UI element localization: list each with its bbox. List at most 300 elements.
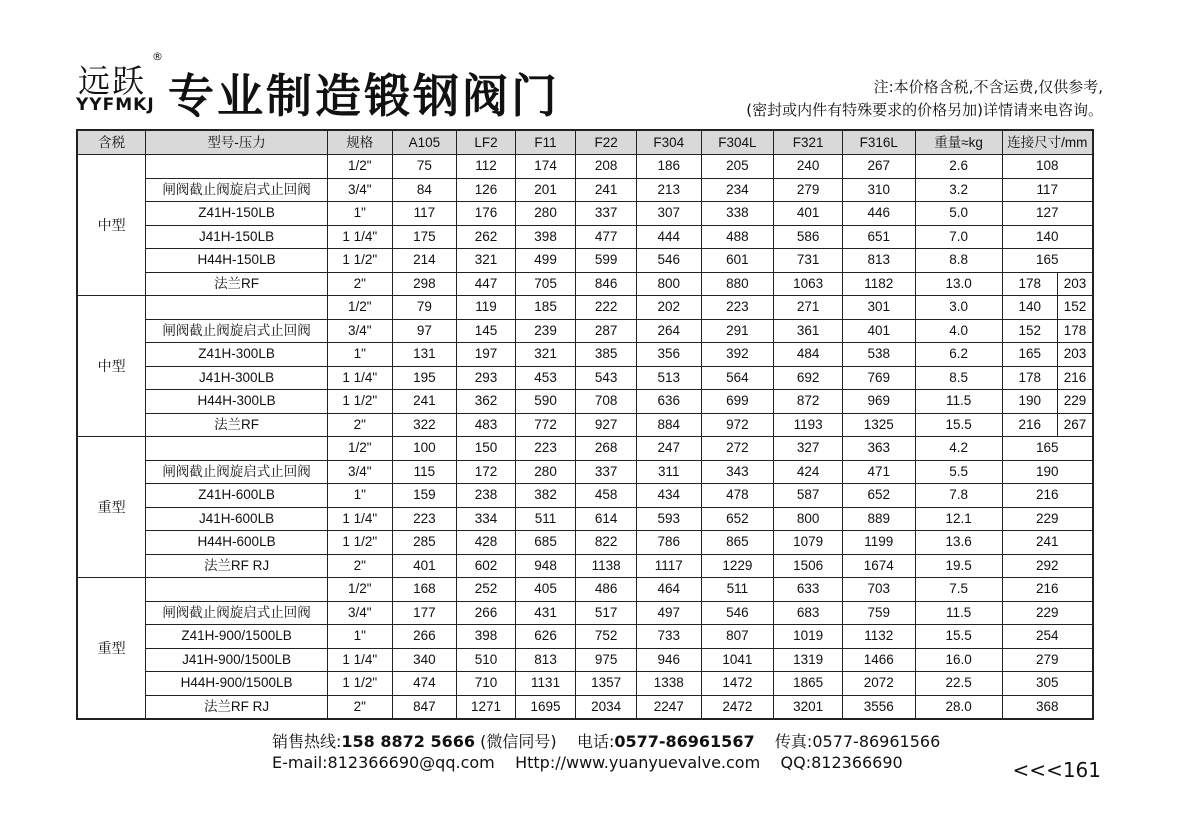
wechat-note: (微信同号) [475, 732, 557, 751]
weight-cell: 8.5 [915, 366, 1002, 390]
price-cell: 201 [515, 178, 576, 202]
price-cell: 343 [701, 460, 774, 484]
price-cell: 385 [576, 343, 637, 367]
price-cell: 786 [636, 531, 701, 555]
price-cell: 223 [515, 437, 576, 461]
price-table [76, 129, 1094, 720]
table-row [77, 554, 1093, 578]
price-cell: 195 [392, 366, 457, 390]
price-cell: 2247 [636, 695, 701, 719]
dimension-cell: 216 [1002, 578, 1093, 602]
price-cell: 340 [392, 648, 457, 672]
price-cell: 176 [457, 202, 516, 226]
size-cell: 1" [327, 202, 392, 226]
model-cell: Z41H-300LB [146, 343, 328, 367]
size-cell: 1 1/4" [327, 507, 392, 531]
fax-label: 传真: [774, 732, 813, 751]
dimension-cell: 165 [1002, 249, 1093, 273]
price-cell: 464 [636, 578, 701, 602]
dimension-cell: 279 [1002, 648, 1093, 672]
price-cell: 280 [515, 202, 576, 226]
weight-cell: 4.0 [915, 319, 1002, 343]
price-cell: 1079 [774, 531, 843, 555]
price-cell: 884 [636, 413, 701, 437]
weight-cell: 11.5 [915, 601, 1002, 625]
logo-chinese: 远跃 [78, 62, 147, 100]
weight-cell: 8.8 [915, 249, 1002, 273]
price-cell: 321 [515, 343, 576, 367]
price-cell: 307 [636, 202, 701, 226]
price-cell: 234 [701, 178, 774, 202]
price-cell: 186 [636, 155, 701, 179]
price-cell: 267 [842, 155, 915, 179]
model-cell: J41H-150LB [146, 225, 328, 249]
price-cell: 145 [457, 319, 516, 343]
price-cell: 405 [515, 578, 576, 602]
weight-cell: 6.2 [915, 343, 1002, 367]
table-row [77, 390, 1093, 414]
price-cell: 636 [636, 390, 701, 414]
dimension-cell: 165 [1002, 343, 1058, 367]
price-cell: 208 [576, 155, 637, 179]
price-cell: 590 [515, 390, 576, 414]
size-cell: 3/4" [327, 601, 392, 625]
model-cell [146, 437, 328, 461]
page-number: <<<161 [1012, 758, 1101, 782]
price-cell: 202 [636, 296, 701, 320]
price-cell: 428 [457, 531, 516, 555]
price-cell: 453 [515, 366, 576, 390]
price-cell: 483 [457, 413, 516, 437]
header-cell: 规格 [327, 130, 392, 155]
hotline-label: 销售热线: [272, 732, 342, 751]
price-cell: 213 [636, 178, 701, 202]
size-cell: 1" [327, 484, 392, 508]
price-cell: 446 [842, 202, 915, 226]
table-row [77, 178, 1093, 202]
header-cell: A105 [392, 130, 457, 155]
model-cell: 法兰RF [146, 413, 328, 437]
price-cell: 1357 [576, 672, 637, 696]
header-cell: F11 [515, 130, 576, 155]
price-cell: 401 [842, 319, 915, 343]
price-cell: 847 [392, 695, 457, 719]
price-cell: 100 [392, 437, 457, 461]
price-cell: 633 [774, 578, 843, 602]
price-cell: 1041 [701, 648, 774, 672]
contact-line [272, 729, 1199, 752]
dimension-cell: 140 [1002, 225, 1093, 249]
price-cell: 321 [457, 249, 516, 273]
header-cell: 连接尺寸/mm [1002, 130, 1093, 155]
weight-cell: 19.5 [915, 554, 1002, 578]
model-cell: J41H-600LB [146, 507, 328, 531]
price-cell: 946 [636, 648, 701, 672]
price-cell: 1138 [576, 554, 637, 578]
price-cell: 752 [576, 625, 637, 649]
table-row [77, 249, 1093, 273]
price-note: 注:本价格含税,不含运费,仅供参考, [873, 78, 1103, 96]
price-cell: 266 [392, 625, 457, 649]
price-cell: 268 [576, 437, 637, 461]
header-cell: 含税 [77, 130, 146, 155]
weight-cell: 13.0 [915, 272, 1002, 296]
model-cell [146, 578, 328, 602]
price-cell: 2072 [842, 672, 915, 696]
dimension-cell: 108 [1002, 155, 1093, 179]
dimension-cell: 216 [1002, 484, 1093, 508]
table-row [77, 366, 1093, 390]
size-cell: 1 1/2" [327, 249, 392, 273]
price-cell: 1182 [842, 272, 915, 296]
dimension-cell: 127 [1002, 202, 1093, 226]
model-cell: 闸阀截止阀旋启式止回阀 [146, 601, 328, 625]
weight-cell: 5.5 [915, 460, 1002, 484]
price-cell: 872 [774, 390, 843, 414]
table-row [77, 484, 1093, 508]
weight-cell: 7.5 [915, 578, 1002, 602]
price-cell: 279 [774, 178, 843, 202]
price-cell: 174 [515, 155, 576, 179]
price-cell: 513 [636, 366, 701, 390]
price-cell: 238 [457, 484, 516, 508]
dimension-cell: 254 [1002, 625, 1093, 649]
dimension-cell: 190 [1002, 390, 1058, 414]
size-cell: 1/2" [327, 296, 392, 320]
price-cell: 1466 [842, 648, 915, 672]
model-cell: 闸阀截止阀旋启式止回阀 [146, 178, 328, 202]
dimension-cell: 229 [1002, 507, 1093, 531]
price-cell: 175 [392, 225, 457, 249]
dimension-cell: 117 [1002, 178, 1093, 202]
table-row [77, 625, 1093, 649]
header-cell: F316L [842, 130, 915, 155]
price-cell: 115 [392, 460, 457, 484]
price-cell: 1199 [842, 531, 915, 555]
registered-mark: ® [152, 50, 163, 63]
price-cell: 497 [636, 601, 701, 625]
price-cell: 334 [457, 507, 516, 531]
price-cell: 517 [576, 601, 637, 625]
price-cell: 602 [457, 554, 516, 578]
header-cell: F304 [636, 130, 701, 155]
model-cell: H44H-900/1500LB [146, 672, 328, 696]
price-cell: 401 [774, 202, 843, 226]
price-cell: 337 [576, 460, 637, 484]
price-cell: 651 [842, 225, 915, 249]
price-cell: 240 [774, 155, 843, 179]
price-cell: 356 [636, 343, 701, 367]
price-cell: 3201 [774, 695, 843, 719]
table-row [77, 155, 1093, 179]
model-cell: J41H-900/1500LB [146, 648, 328, 672]
price-cell: 214 [392, 249, 457, 273]
price-cell: 1229 [701, 554, 774, 578]
price-cell: 699 [701, 390, 774, 414]
price-cell: 972 [701, 413, 774, 437]
model-cell: H44H-300LB [146, 390, 328, 414]
price-cell: 172 [457, 460, 516, 484]
price-cell: 285 [392, 531, 457, 555]
dimension-cell: 178 [1002, 272, 1058, 296]
price-cell: 708 [576, 390, 637, 414]
price-cell: 889 [842, 507, 915, 531]
price-cell: 266 [457, 601, 516, 625]
price-cell: 1674 [842, 554, 915, 578]
price-cell: 586 [774, 225, 843, 249]
hotline-number: 158 8872 5666 [341, 732, 476, 751]
price-cell: 813 [842, 249, 915, 273]
price-cell: 546 [636, 249, 701, 273]
size-cell: 1 1/4" [327, 366, 392, 390]
dimension-cell: 267 [1058, 413, 1093, 437]
price-cell: 271 [774, 296, 843, 320]
price-cell: 474 [392, 672, 457, 696]
price-cell: 486 [576, 578, 637, 602]
price-cell: 1319 [774, 648, 843, 672]
price-cell: 2472 [701, 695, 774, 719]
table-row [77, 648, 1093, 672]
size-cell: 1" [327, 625, 392, 649]
header-cell: F321 [774, 130, 843, 155]
category-cell: 重型 [77, 578, 146, 720]
dimension-cell: 178 [1058, 319, 1093, 343]
table-row [77, 507, 1093, 531]
weight-cell: 5.0 [915, 202, 1002, 226]
price-cell: 287 [576, 319, 637, 343]
price-cell: 322 [392, 413, 457, 437]
price-cell: 262 [457, 225, 516, 249]
model-cell: J41H-300LB [146, 366, 328, 390]
price-cell: 252 [457, 578, 516, 602]
price-cell: 126 [457, 178, 516, 202]
table-row [77, 319, 1093, 343]
weight-cell: 7.8 [915, 484, 1002, 508]
table-row [77, 578, 1093, 602]
price-cell: 2034 [576, 695, 637, 719]
price-cell: 119 [457, 296, 516, 320]
price-cell: 223 [392, 507, 457, 531]
weight-cell: 11.5 [915, 390, 1002, 414]
price-cell: 1338 [636, 672, 701, 696]
price-cell: 392 [701, 343, 774, 367]
price-cell: 538 [842, 343, 915, 367]
price-cell: 327 [774, 437, 843, 461]
email: E-mail:812366690@qq.com [272, 753, 495, 772]
size-cell: 1 1/4" [327, 225, 392, 249]
price-cell: 398 [457, 625, 516, 649]
price-cell: 769 [842, 366, 915, 390]
price-cell: 1132 [842, 625, 915, 649]
price-cell: 112 [457, 155, 516, 179]
dimension-cell: 216 [1002, 413, 1058, 437]
weight-cell: 3.2 [915, 178, 1002, 202]
model-cell: 闸阀截止阀旋启式止回阀 [146, 319, 328, 343]
price-cell: 223 [701, 296, 774, 320]
size-cell: 1/2" [327, 578, 392, 602]
price-cell: 1193 [774, 413, 843, 437]
model-cell: H44H-600LB [146, 531, 328, 555]
price-cell: 84 [392, 178, 457, 202]
price-cell: 587 [774, 484, 843, 508]
table-header-row [77, 130, 1093, 155]
price-cell: 1019 [774, 625, 843, 649]
size-cell: 1" [327, 343, 392, 367]
price-cell: 337 [576, 202, 637, 226]
price-cell: 434 [636, 484, 701, 508]
logo-english: YYFMKJ [76, 95, 155, 115]
model-cell: Z41H-600LB [146, 484, 328, 508]
price-cell: 731 [774, 249, 843, 273]
price-cell: 546 [701, 601, 774, 625]
price-cell: 310 [842, 178, 915, 202]
price-cell: 1472 [701, 672, 774, 696]
price-cell: 79 [392, 296, 457, 320]
header-cell: F22 [576, 130, 637, 155]
weight-cell: 28.0 [915, 695, 1002, 719]
price-cell: 447 [457, 272, 516, 296]
weight-cell: 12.1 [915, 507, 1002, 531]
price-cell: 599 [576, 249, 637, 273]
price-cell: 247 [636, 437, 701, 461]
price-cell: 1063 [774, 272, 843, 296]
price-cell: 477 [576, 225, 637, 249]
price-cell: 813 [515, 648, 576, 672]
price-cell: 484 [774, 343, 843, 367]
price-cell: 3556 [842, 695, 915, 719]
size-cell: 3/4" [327, 178, 392, 202]
model-cell: H44H-150LB [146, 249, 328, 273]
header-cell: F304L [701, 130, 774, 155]
price-cell: 382 [515, 484, 576, 508]
weight-cell: 15.5 [915, 625, 1002, 649]
price-cell: 222 [576, 296, 637, 320]
size-cell: 2" [327, 695, 392, 719]
size-cell: 1 1/2" [327, 390, 392, 414]
header-cell: LF2 [457, 130, 516, 155]
dimension-cell: 216 [1058, 366, 1093, 390]
table-row [77, 695, 1093, 719]
price-cell: 705 [515, 272, 576, 296]
price-cell: 264 [636, 319, 701, 343]
price-cell: 1325 [842, 413, 915, 437]
table-row [77, 343, 1093, 367]
price-cell: 159 [392, 484, 457, 508]
price-cell: 272 [701, 437, 774, 461]
price-cell: 1117 [636, 554, 701, 578]
phone-number: 0577-86961567 [614, 732, 755, 751]
price-cell: 975 [576, 648, 637, 672]
price-cell: 97 [392, 319, 457, 343]
dimension-cell: 203 [1058, 272, 1093, 296]
header-cell: 型号-压力 [146, 130, 328, 155]
table-row [77, 202, 1093, 226]
model-cell: 法兰RF [146, 272, 328, 296]
dimension-cell: 190 [1002, 460, 1093, 484]
price-cell: 652 [842, 484, 915, 508]
price-cell: 280 [515, 460, 576, 484]
price-cell: 361 [774, 319, 843, 343]
price-cell: 338 [701, 202, 774, 226]
price-cell: 1131 [515, 672, 576, 696]
page-title: 专业制造锻钢阀门 [168, 69, 560, 123]
price-cell: 444 [636, 225, 701, 249]
size-cell: 2" [327, 272, 392, 296]
category-cell: 中型 [77, 155, 146, 296]
fax-number: 0577-86961566 [812, 732, 941, 751]
table-row [77, 296, 1093, 320]
price-cell: 177 [392, 601, 457, 625]
price-cell: 1506 [774, 554, 843, 578]
price-cell: 822 [576, 531, 637, 555]
price-cell: 401 [392, 554, 457, 578]
table-row [77, 672, 1093, 696]
table-row [77, 413, 1093, 437]
price-cell: 510 [457, 648, 516, 672]
price-cell: 478 [701, 484, 774, 508]
model-cell: 闸阀截止阀旋启式止回阀 [146, 460, 328, 484]
header-cell: 重量≈kg [915, 130, 1002, 155]
price-cell: 362 [457, 390, 516, 414]
weight-cell: 2.6 [915, 155, 1002, 179]
dimension-cell: 152 [1002, 319, 1058, 343]
dimension-cell: 241 [1002, 531, 1093, 555]
dimension-cell: 203 [1058, 343, 1093, 367]
price-cell: 511 [515, 507, 576, 531]
price-cell: 969 [842, 390, 915, 414]
price-cell: 241 [392, 390, 457, 414]
size-cell: 1 1/2" [327, 531, 392, 555]
price-cell: 150 [457, 437, 516, 461]
category-cell: 重型 [77, 437, 146, 578]
price-cell: 458 [576, 484, 637, 508]
model-cell: 法兰RF RJ [146, 695, 328, 719]
dimension-cell: 305 [1002, 672, 1093, 696]
size-cell: 1/2" [327, 437, 392, 461]
price-cell: 185 [515, 296, 576, 320]
model-cell: 法兰RF RJ [146, 554, 328, 578]
price-cell: 488 [701, 225, 774, 249]
price-cell: 800 [774, 507, 843, 531]
model-cell [146, 296, 328, 320]
dimension-cell: 152 [1058, 296, 1093, 320]
price-cell: 117 [392, 202, 457, 226]
price-cell: 424 [774, 460, 843, 484]
price-cell: 593 [636, 507, 701, 531]
dimension-cell: 140 [1002, 296, 1058, 320]
price-cell: 301 [842, 296, 915, 320]
dimension-cell: 178 [1002, 366, 1058, 390]
price-cell: 865 [701, 531, 774, 555]
price-cell: 363 [842, 437, 915, 461]
table-row [77, 272, 1093, 296]
price-cell: 298 [392, 272, 457, 296]
size-cell: 1 1/2" [327, 672, 392, 696]
price-cell: 652 [701, 507, 774, 531]
size-cell: 3/4" [327, 319, 392, 343]
price-cell: 733 [636, 625, 701, 649]
size-cell: 2" [327, 413, 392, 437]
price-note-detail: (密封或内件有特殊要求的价格另加)详情请来电咨询。 [746, 101, 1103, 119]
table-row [77, 225, 1093, 249]
price-cell: 564 [701, 366, 774, 390]
model-cell: Z41H-900/1500LB [146, 625, 328, 649]
price-cell: 614 [576, 507, 637, 531]
price-cell: 1695 [515, 695, 576, 719]
table-row [77, 531, 1093, 555]
size-cell: 2" [327, 554, 392, 578]
dimension-cell: 292 [1002, 554, 1093, 578]
